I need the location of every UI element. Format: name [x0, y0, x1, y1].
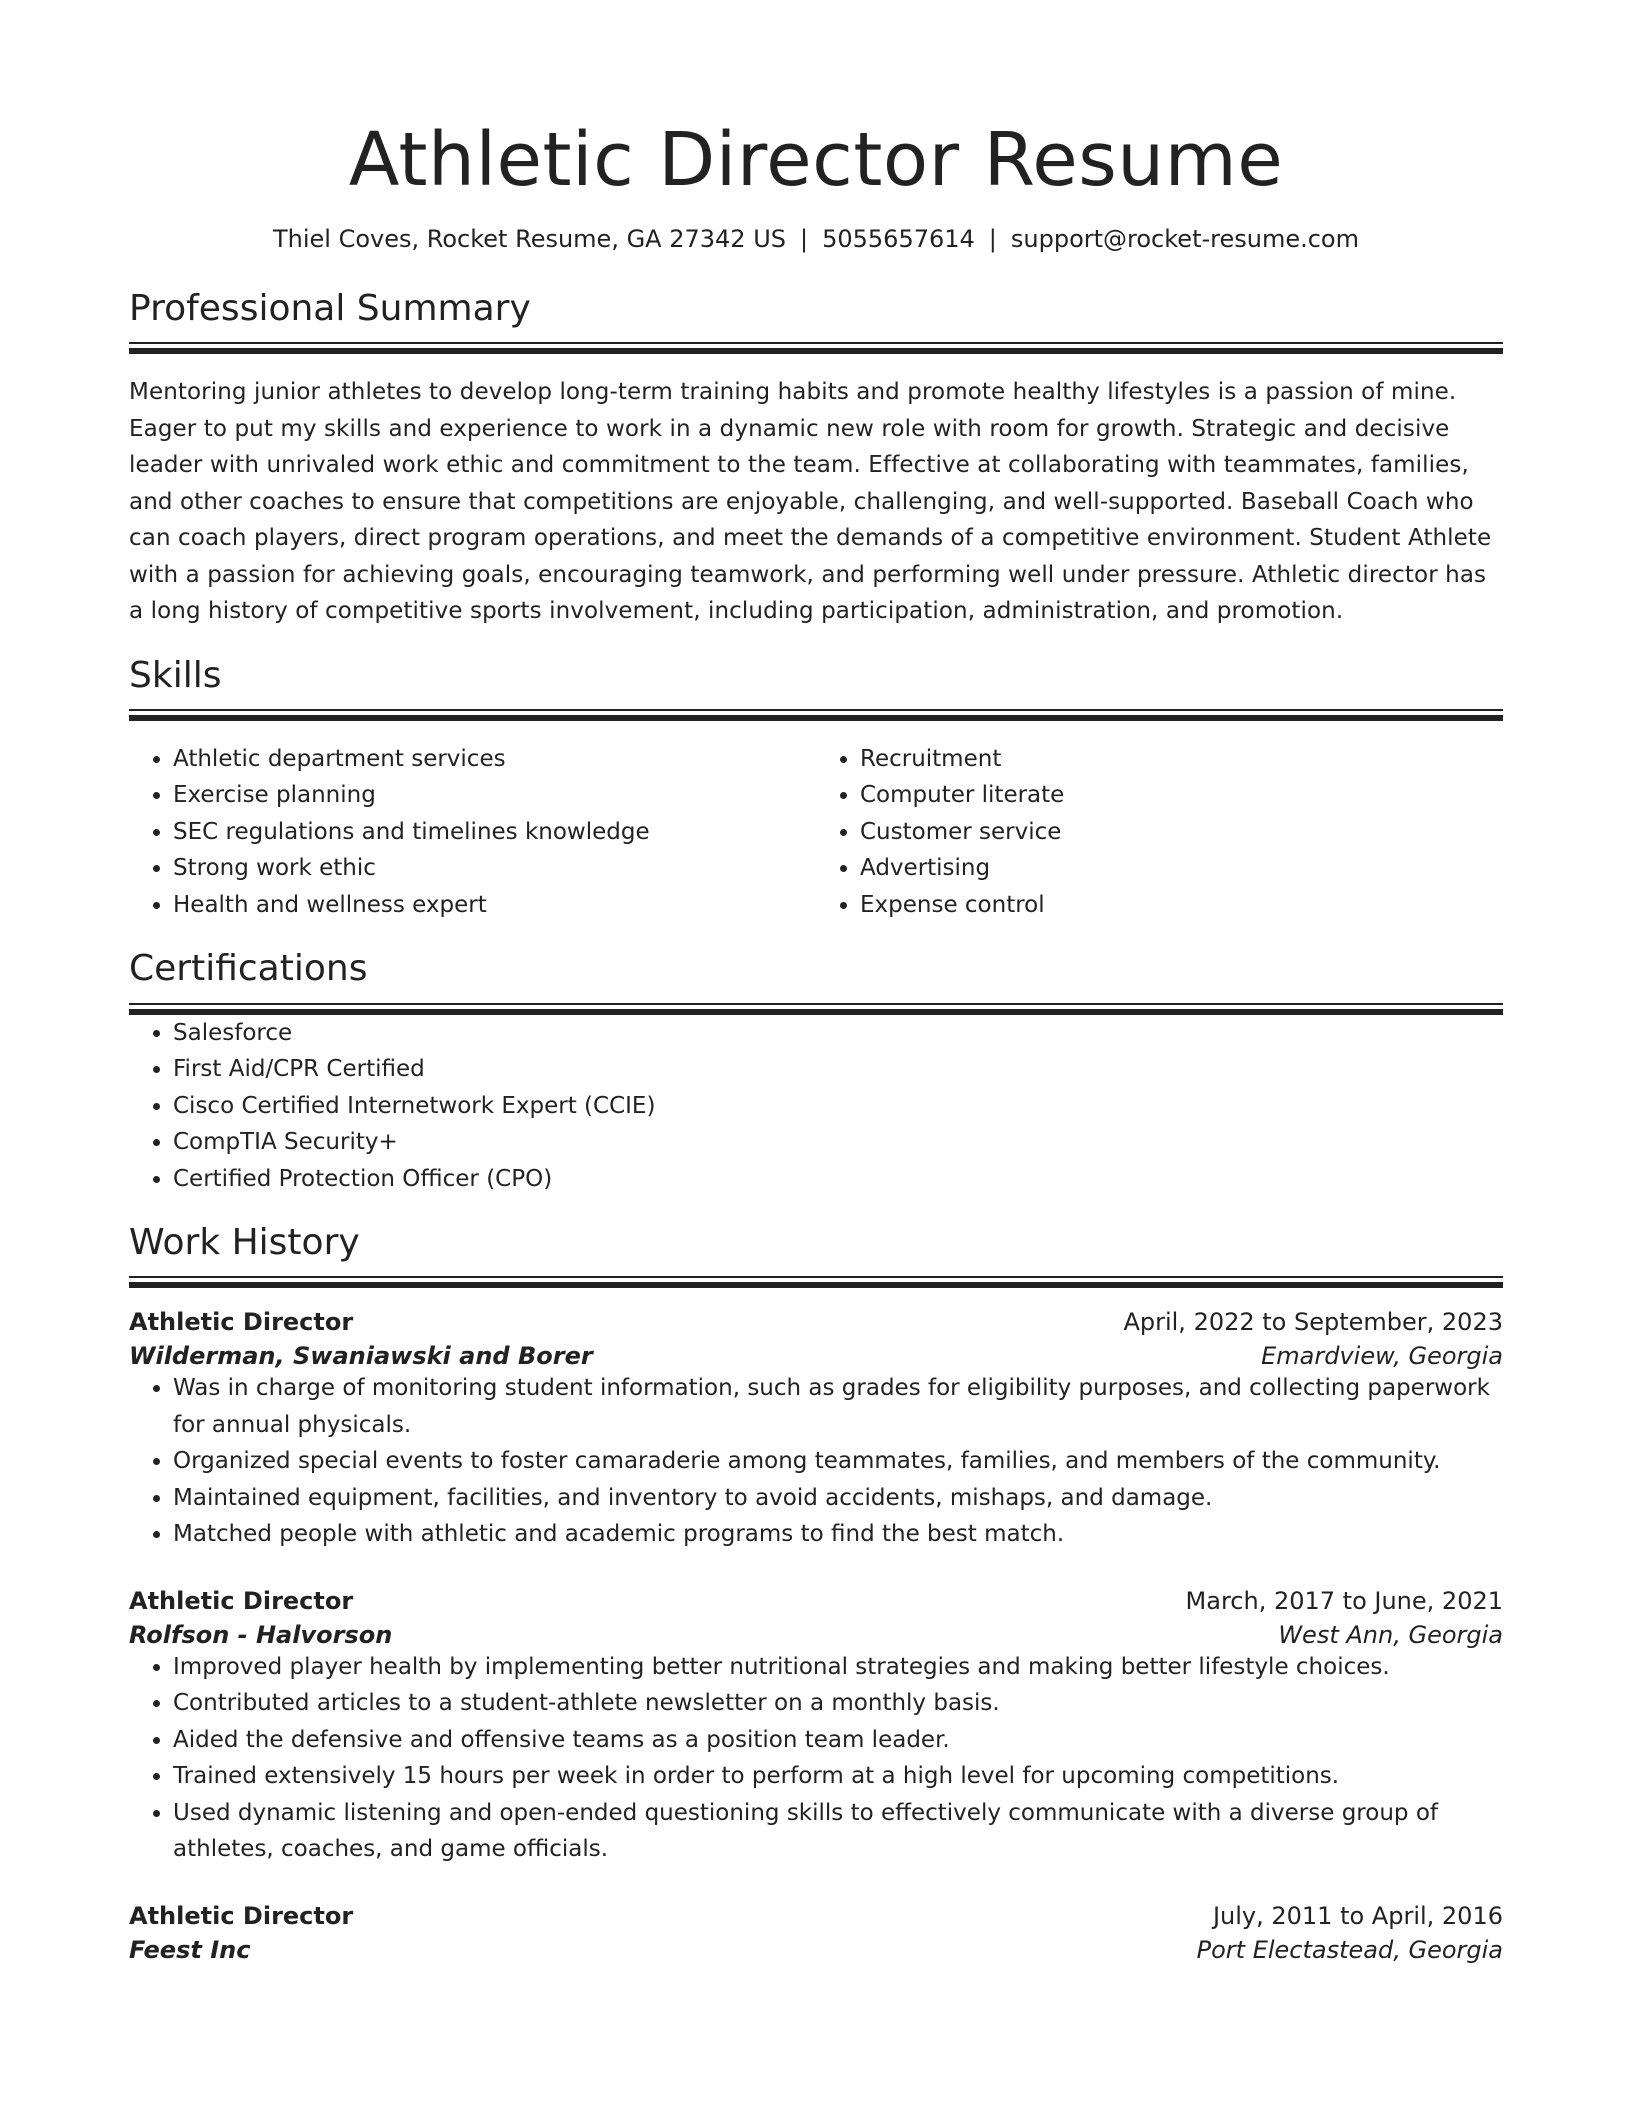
- job-bullet: • Aided the defensive and offensive teams as a position team leader.: [173, 1722, 1503, 1759]
- job-company: Wilderman, Swaniawski and Borer: [129, 1342, 593, 1371]
- contact-separator: |: [988, 225, 997, 254]
- job-entry: [129, 1308, 1503, 1553]
- certification-item: • Cisco Certified Internetwork Expert (CCIE): [173, 1088, 1503, 1125]
- job-entry: [129, 1587, 1503, 1868]
- job-location: Emardview, Georgia: [1261, 1342, 1503, 1371]
- certification-item: • First Aid/CPR Certified: [173, 1051, 1503, 1088]
- job-bullet: • Used dynamic listening and open-ended questioning skills to effectively communicate with a diverse group of athletes, coaches, and game officials.: [173, 1795, 1503, 1868]
- contact-address: Thiel Coves, Rocket Resume, GA 27342 US: [273, 225, 786, 254]
- skills-section: [129, 654, 1503, 924]
- job-subheader: [129, 1342, 1503, 1370]
- job-company: Feest Inc: [129, 1935, 251, 1964]
- job-entry: [129, 1902, 1503, 1964]
- job-title: Athletic Director: [129, 1901, 354, 1930]
- job-company: Rolfson - Halvorson: [129, 1620, 393, 1649]
- skill-item: • Athletic department services: [173, 741, 816, 778]
- job-bullet: • Contributed articles to a student-athlete newsletter on a monthly basis.: [173, 1685, 1503, 1722]
- certification-item: • CompTIA Security+: [173, 1124, 1503, 1161]
- skill-item: • Recruitment: [860, 741, 1503, 778]
- skill-item: • Computer literate: [860, 777, 1503, 814]
- job-dates: March, 2017 to June, 2021: [1185, 1586, 1503, 1615]
- job-subheader: [129, 1621, 1503, 1649]
- skill-item: • Expense control: [860, 887, 1503, 924]
- contact-separator: |: [800, 225, 809, 254]
- skill-item: • Strong work ethic: [173, 850, 816, 887]
- job-dates: April, 2022 to September, 2023: [1123, 1308, 1503, 1337]
- certification-item: • Salesforce: [173, 1015, 1503, 1052]
- job-subheader: [129, 1936, 1503, 1964]
- section-divider: [129, 709, 1503, 721]
- skill-item: • Exercise planning: [173, 777, 816, 814]
- job-location: Port Electastead, Georgia: [1196, 1935, 1503, 1964]
- section-divider: [129, 342, 1503, 354]
- job-bullet: • Trained extensively 15 hours per week in order to perform at a high level for upcoming competitions.: [173, 1758, 1503, 1795]
- section-heading-work-history: Work History: [129, 1222, 360, 1264]
- skills-grid: [129, 741, 1503, 924]
- job-bullet: • Organized special events to foster camaraderie among teammates, families, and members of the community.: [173, 1443, 1503, 1480]
- job-bullets: [129, 1649, 1503, 1868]
- skill-item: • SEC regulations and timelines knowledge: [173, 814, 816, 851]
- job-bullet: • Improved player health by implementing better nutritional strategies and making better lifestyle choices.: [173, 1649, 1503, 1686]
- summary-section: [129, 287, 1503, 630]
- certifications-list: [129, 1015, 1503, 1198]
- section-divider: [129, 1276, 1503, 1288]
- skill-item: • Customer service: [860, 814, 1503, 851]
- section-divider: [129, 1003, 1503, 1015]
- skill-item: • Advertising: [860, 850, 1503, 887]
- resume-title: Athletic Director Resume: [348, 117, 1284, 203]
- job-bullet: • Was in charge of monitoring student information, such as grades for eligibility purposes, and collecting paperwork for annual physicals.: [173, 1370, 1503, 1443]
- job-title: Athletic Director: [129, 1308, 354, 1337]
- section-heading-summary: Professional Summary: [129, 288, 531, 330]
- job-title: Athletic Director: [129, 1586, 354, 1615]
- job-header: [129, 1308, 1503, 1336]
- contact-phone: 5055657614: [822, 225, 975, 254]
- certification-item: • Certified Protection Officer (CPO): [173, 1161, 1503, 1198]
- job-bullet: • Matched people with athletic and academic programs to find the best match.: [173, 1516, 1503, 1553]
- skill-item: • Health and wellness expert: [173, 887, 816, 924]
- contact-email[interactable]: support@rocket-resume.com: [1010, 225, 1359, 254]
- contact-line: [129, 225, 1503, 253]
- job-header: [129, 1587, 1503, 1615]
- summary-paragraph: Mentoring junior athletes to develop long-term training habits and promote healthy lifestyles is a passion of mine. Eager to put my skills and experience to work in a dynamic new role with room for growth. Strategic and decisive leader with unrivaled work ethic and commitment to the team. Effective at collaborating with teammates, families, and other coaches to ensure that competitions are enjoyable, challenging, and well-supported. Baseball Coach who can coach players, direct program operations, and meet the demands of a competitive environment. Student Athlete with a passion for achieving goals, encouraging teamwork, and performing well under pressure. Athletic director has a long history of competitive sports involvement, including participation, administration, and promotion.: [129, 379, 1492, 625]
- section-heading-skills: Skills: [129, 654, 222, 696]
- skills-list-left: [129, 741, 816, 924]
- work-history-section: [129, 1221, 1503, 1964]
- job-location: West Ann, Georgia: [1278, 1620, 1503, 1649]
- job-bullet: • Maintained equipment, facilities, and inventory to avoid accidents, mishaps, and damage.: [173, 1480, 1503, 1517]
- job-dates: July, 2011 to April, 2016: [1212, 1901, 1503, 1930]
- job-header: [129, 1902, 1503, 1930]
- certifications-section: [129, 947, 1503, 1197]
- job-bullets: [129, 1370, 1503, 1553]
- skills-list-right: [816, 741, 1503, 924]
- section-heading-certifications: Certifications: [129, 948, 368, 990]
